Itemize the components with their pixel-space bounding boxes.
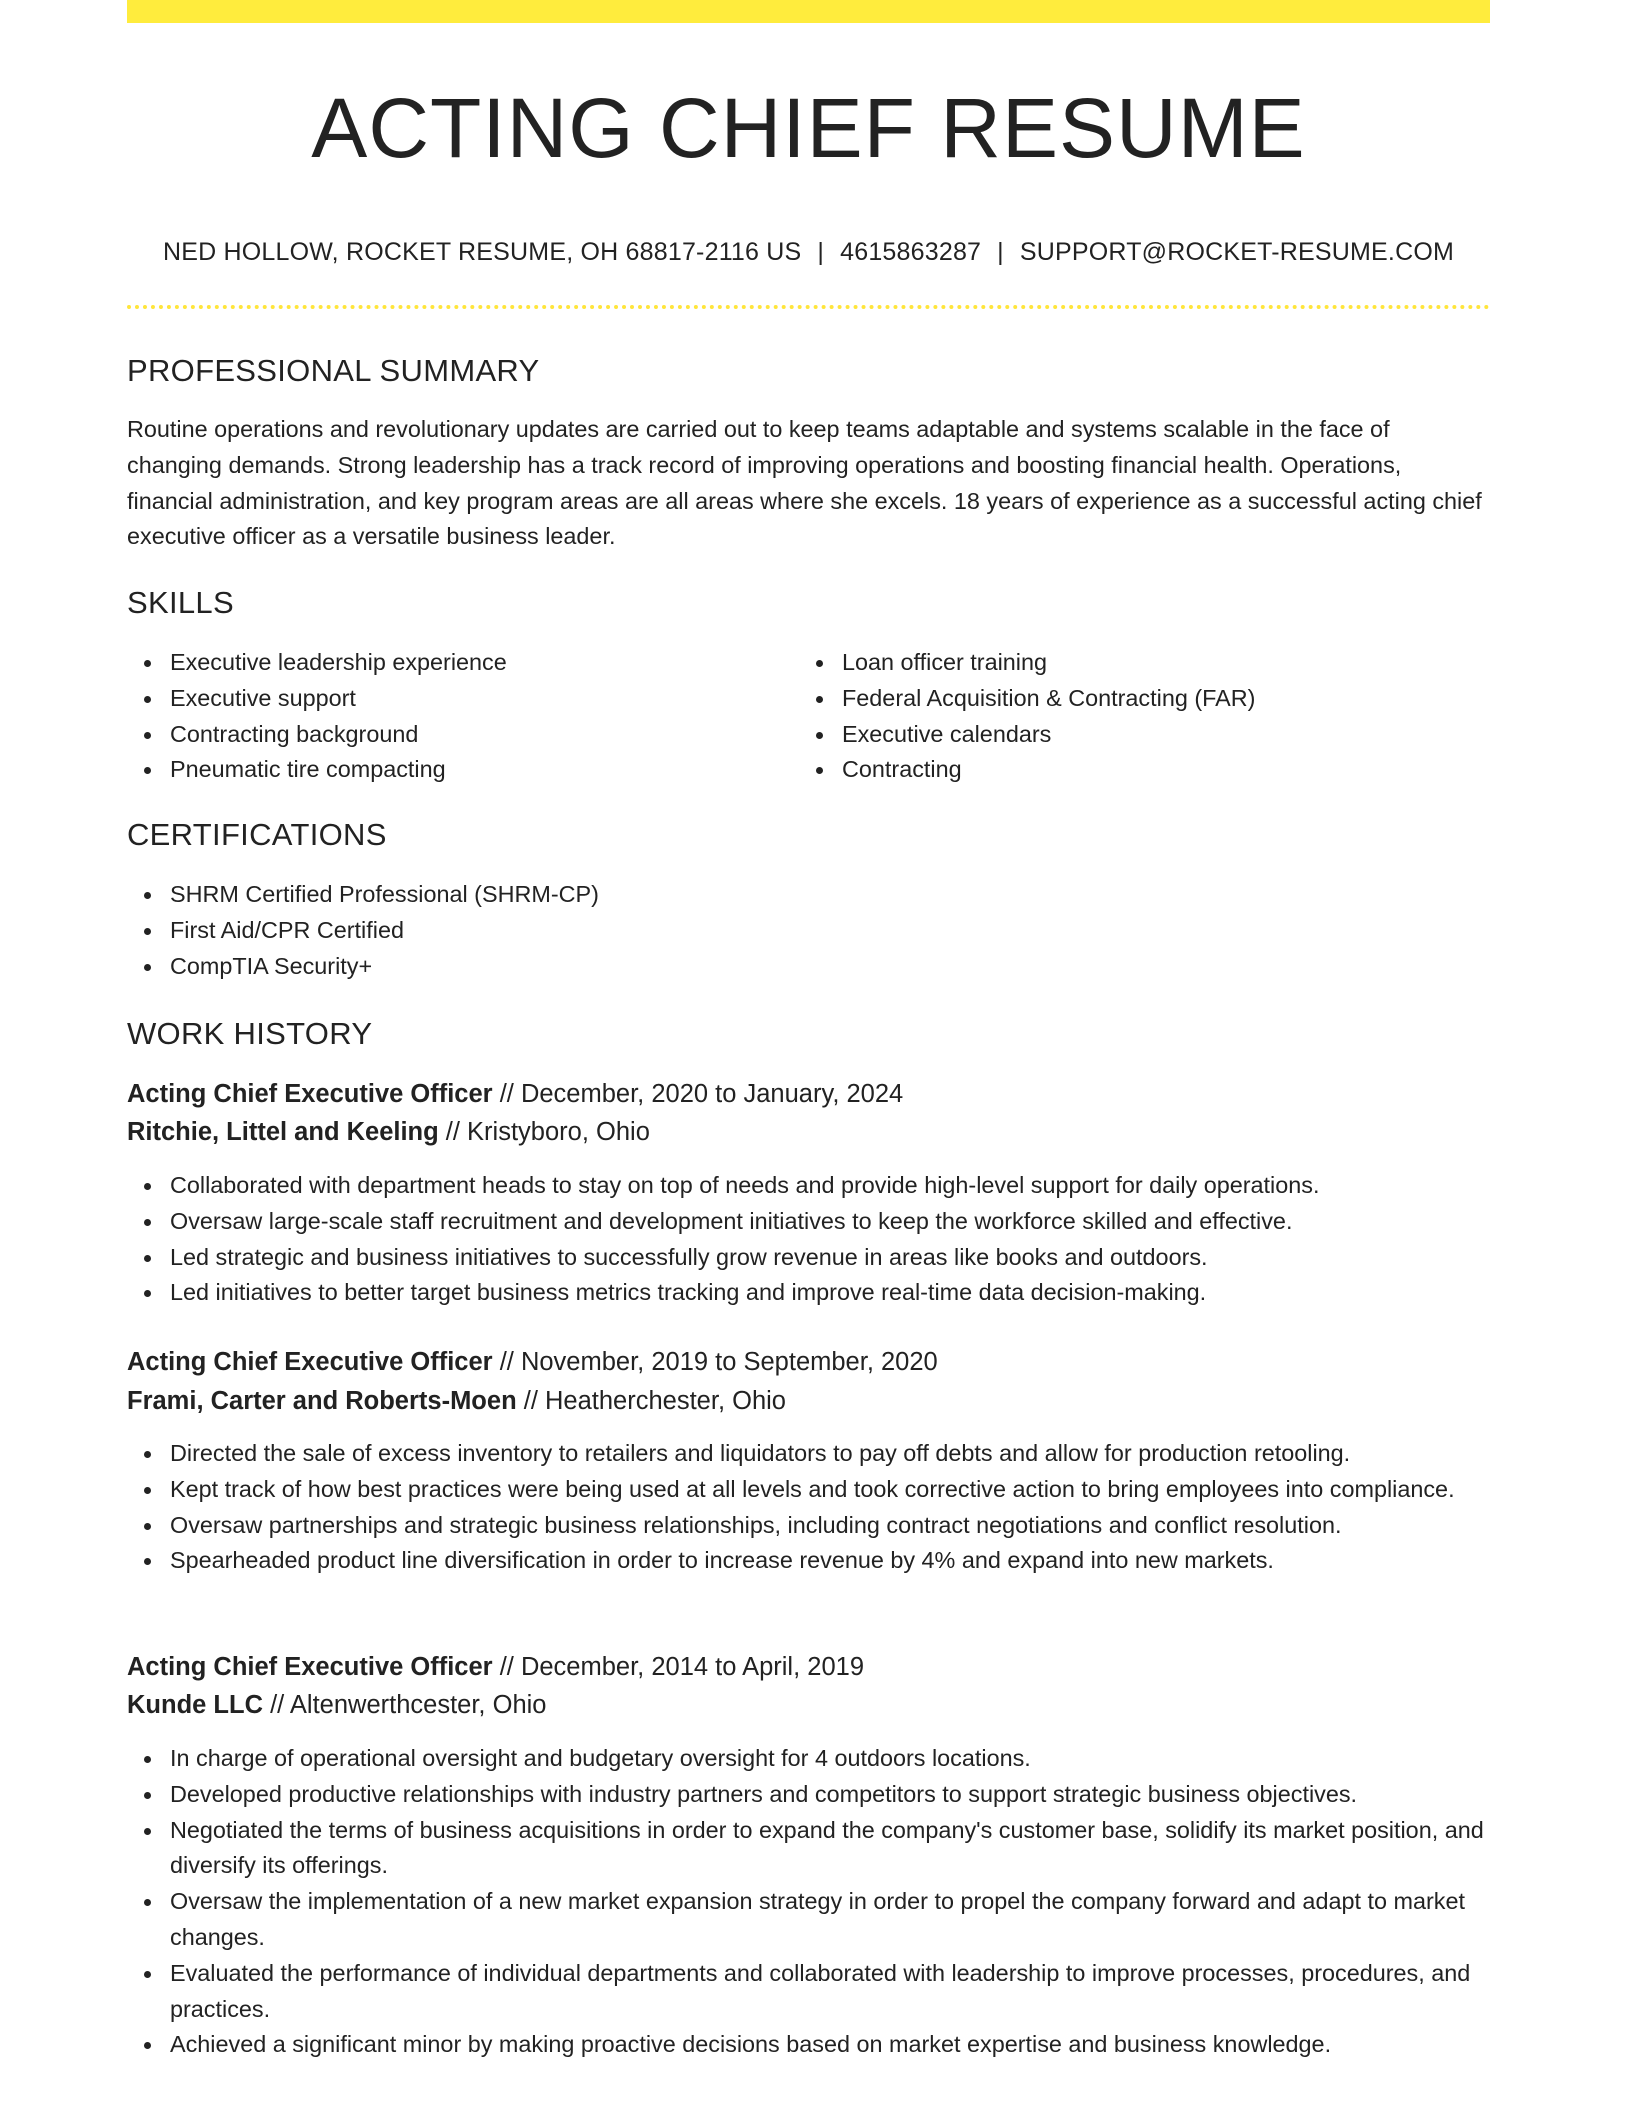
certification-item: SHRM Certified Professional (SHRM-CP) bbox=[127, 877, 1490, 913]
job-bullet: Negotiated the terms of business acquisitions in order to expand the company's customer base, solidify its market position, and diversify its offerings. bbox=[127, 1813, 1490, 1885]
contact-phone: 4615863287 bbox=[840, 238, 982, 266]
skill-item: Executive support bbox=[127, 681, 787, 717]
job-bullets bbox=[127, 1436, 1490, 1579]
job-bullets bbox=[127, 1741, 1490, 2063]
job-dates: // December, 2014 to April, 2019 bbox=[499, 1653, 864, 1681]
job-dates: // December, 2020 to January, 2024 bbox=[499, 1080, 904, 1108]
job-bullet: Kept track of how best practices were being used at all levels and took corrective action to bring employees into compliance. bbox=[127, 1472, 1490, 1508]
job-company: Kunde LLC bbox=[127, 1691, 263, 1719]
job-role-line bbox=[127, 1075, 903, 1113]
job-role: Acting Chief Executive Officer bbox=[127, 1653, 493, 1681]
job-bullet: Developed productive relationships with industry partners and competitors to support strategic business objectives. bbox=[127, 1777, 1490, 1813]
header-divider bbox=[127, 305, 1490, 309]
job-role: Acting Chief Executive Officer bbox=[127, 1080, 493, 1108]
skill-item: Contracting background bbox=[127, 717, 787, 753]
skill-item: Pneumatic tire compacting bbox=[127, 752, 787, 788]
summary-text: Routine operations and revolutionary updates are carried out to keep teams adaptable and systems scalable in the face of changing demands. Strong leadership has a track record of improving operations and boosting financial health. Operations, financial administration, and key program areas are all areas where she excels. 18 years of experience as a successful acting chief executive officer as a versatile business leader. bbox=[127, 416, 1482, 550]
contact-separator: | bbox=[997, 238, 1004, 266]
job-bullet: Oversaw partnerships and strategic business relationships, including contract negotiations and conflict resolution. bbox=[127, 1508, 1490, 1544]
certification-item: CompTIA Security+ bbox=[127, 949, 1490, 985]
job-bullet: Spearheaded product line diversification in order to increase revenue by 4% and expand into new markets. bbox=[127, 1543, 1490, 1579]
skill-item: Contracting bbox=[799, 752, 1489, 788]
job-bullet: Collaborated with department heads to stay on top of needs and provide high-level support for daily operations. bbox=[127, 1168, 1490, 1204]
job-role-line bbox=[127, 1343, 938, 1381]
job-company: Ritchie, Littel and Keeling bbox=[127, 1118, 439, 1146]
job-company-line bbox=[127, 1686, 546, 1724]
skill-item: Executive calendars bbox=[799, 717, 1489, 753]
work-history-heading: WORK HISTORY bbox=[127, 1016, 373, 1051]
job-bullet: Directed the sale of excess inventory to retailers and liquidators to pay off debts and allow for production retooling. bbox=[127, 1436, 1490, 1472]
contact-address: NED HOLLOW, ROCKET RESUME, OH 68817-2116 US bbox=[162, 238, 802, 266]
contact-separator: | bbox=[817, 238, 825, 266]
accent-bar bbox=[127, 0, 1490, 23]
certification-item: First Aid/CPR Certified bbox=[127, 913, 1490, 949]
contact-line bbox=[127, 234, 1490, 270]
certifications-list bbox=[127, 877, 1490, 984]
job-bullets bbox=[127, 1168, 1490, 1311]
job-role-line bbox=[127, 1648, 864, 1686]
job-company-line bbox=[127, 1382, 786, 1420]
contact-email: SUPPORT@ROCKET-RESUME.COM bbox=[1019, 238, 1455, 266]
job-bullet: Oversaw large-scale staff recruitment and development initiatives to keep the workforce skilled and effective. bbox=[127, 1204, 1490, 1240]
job-role: Acting Chief Executive Officer bbox=[127, 1348, 493, 1376]
job-bullet: Oversaw the implementation of a new market expansion strategy in order to propel the company forward and adapt to market changes. bbox=[127, 1884, 1490, 1956]
skills-heading: SKILLS bbox=[127, 585, 234, 620]
job-bullet: In charge of operational oversight and budgetary oversight for 4 outdoors locations. bbox=[127, 1741, 1490, 1777]
job-dates: // November, 2019 to September, 2020 bbox=[499, 1348, 938, 1376]
job-bullet: Led strategic and business initiatives to successfully grow revenue in areas like books and outdoors. bbox=[127, 1240, 1490, 1276]
certifications-heading: CERTIFICATIONS bbox=[127, 817, 387, 852]
job-company-line bbox=[127, 1113, 650, 1151]
skills-list-right bbox=[799, 645, 1489, 788]
job-location: // Heatherchester, Ohio bbox=[523, 1387, 786, 1415]
skills-list-left bbox=[127, 645, 787, 788]
job-company: Frami, Carter and Roberts-Moen bbox=[127, 1387, 517, 1415]
job-bullet: Led initiatives to better target business metrics tracking and improve real-time data decision-making. bbox=[127, 1275, 1490, 1311]
resume-title: ACTING CHIEF RESUME bbox=[311, 81, 1306, 175]
skill-item: Executive leadership experience bbox=[127, 645, 787, 681]
job-location: // Altenwerthcester, Ohio bbox=[270, 1691, 547, 1719]
summary-heading: PROFESSIONAL SUMMARY bbox=[127, 353, 540, 388]
job-bullet: Evaluated the performance of individual departments and collaborated with leadership to improve processes, procedures, and practices. bbox=[127, 1956, 1490, 2028]
skill-item: Federal Acquisition & Contracting (FAR) bbox=[799, 681, 1489, 717]
job-bullet: Achieved a significant minor by making proactive decisions based on market expertise and business knowledge. bbox=[127, 2027, 1490, 2063]
skill-item: Loan officer training bbox=[799, 645, 1489, 681]
job-location: // Kristyboro, Ohio bbox=[445, 1118, 650, 1146]
